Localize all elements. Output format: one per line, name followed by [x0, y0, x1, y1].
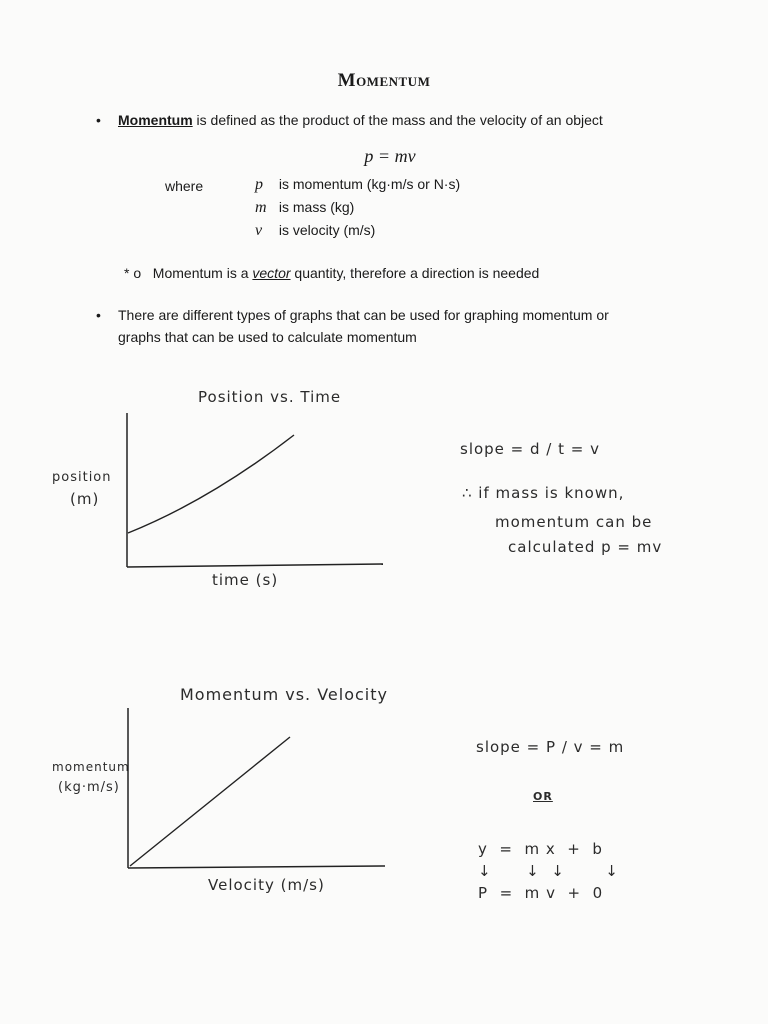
graph2-eq-row2: ↓ ↓ ↓ ↓: [478, 862, 619, 880]
graph1-ylabel-line1: position: [52, 470, 112, 485]
vector-note: [124, 262, 539, 284]
graph1-note-line2: momentum can be: [495, 513, 653, 531]
graph2-eq-row3: P = m v + 0: [478, 884, 604, 902]
note-vector-word: vector: [252, 265, 291, 281]
symbol-v: v: [255, 222, 263, 239]
definition-velocity-text: is velocity (m/s): [278, 222, 376, 238]
momentum-definition-text: is defined as the product of the mass and the velocity of an object: [192, 112, 603, 128]
graph1-line: [128, 435, 294, 533]
where-label: where: [165, 178, 204, 194]
graph-types-line2: graphs that can be used to calculate momentum: [118, 329, 417, 345]
graph1-xlabel: time (s): [212, 571, 279, 589]
symbol-p: p: [255, 176, 263, 193]
graph1-note-line1: ∴ if mass is known,: [462, 484, 625, 502]
graph2-slope-note: slope = P / v = m: [476, 738, 625, 756]
graph1-axes: [120, 405, 390, 575]
bullet-dot: •: [96, 307, 101, 323]
note-prefix: Momentum is a: [152, 265, 253, 281]
bullet-momentum-definition: [96, 109, 603, 131]
momentum-formula: p = mv: [364, 146, 416, 166]
definition-mass: [255, 199, 354, 217]
definition-mass-text: is mass (kg): [278, 199, 355, 215]
note-marker: * o: [124, 265, 142, 281]
momentum-term: Momentum: [118, 112, 193, 128]
graph-types-line1: There are different types of graphs that can be used for graphing momentum or: [118, 307, 609, 323]
graph2-xlabel: Velocity (m/s): [208, 876, 325, 894]
graph1-x-axis: [127, 564, 383, 567]
graph1-title: Position vs. Time: [198, 388, 342, 406]
page-title: Momentum: [337, 70, 431, 91]
definition-momentum-text: is momentum (kg·m/s or N·s): [278, 176, 461, 192]
graph1-slope-note: slope = d / t = v: [460, 440, 600, 458]
graph2-axes: [120, 700, 390, 875]
graph1-ylabel-line2: (m): [70, 490, 100, 508]
bullet-graph-types: [96, 304, 609, 348]
graph2-title: Momentum vs. Velocity: [180, 685, 388, 704]
graph2-eq-row1: y = m x + b: [478, 840, 603, 858]
graph2-x-axis: [128, 866, 385, 868]
graph2-ylabel-line2: (kg·m/s): [58, 780, 120, 795]
graph2-line: [130, 737, 290, 866]
definition-momentum: [255, 176, 460, 194]
graph2-or-note: OR: [533, 790, 553, 803]
bullet-dot: •: [96, 112, 101, 128]
note-suffix: quantity, therefore a direction is needed: [290, 265, 540, 281]
graph1-note-line3: calculated p = mv: [508, 538, 663, 556]
definition-velocity: [255, 222, 375, 240]
symbol-m: m: [255, 199, 267, 216]
graph2-ylabel-line1: momentum: [52, 760, 130, 774]
